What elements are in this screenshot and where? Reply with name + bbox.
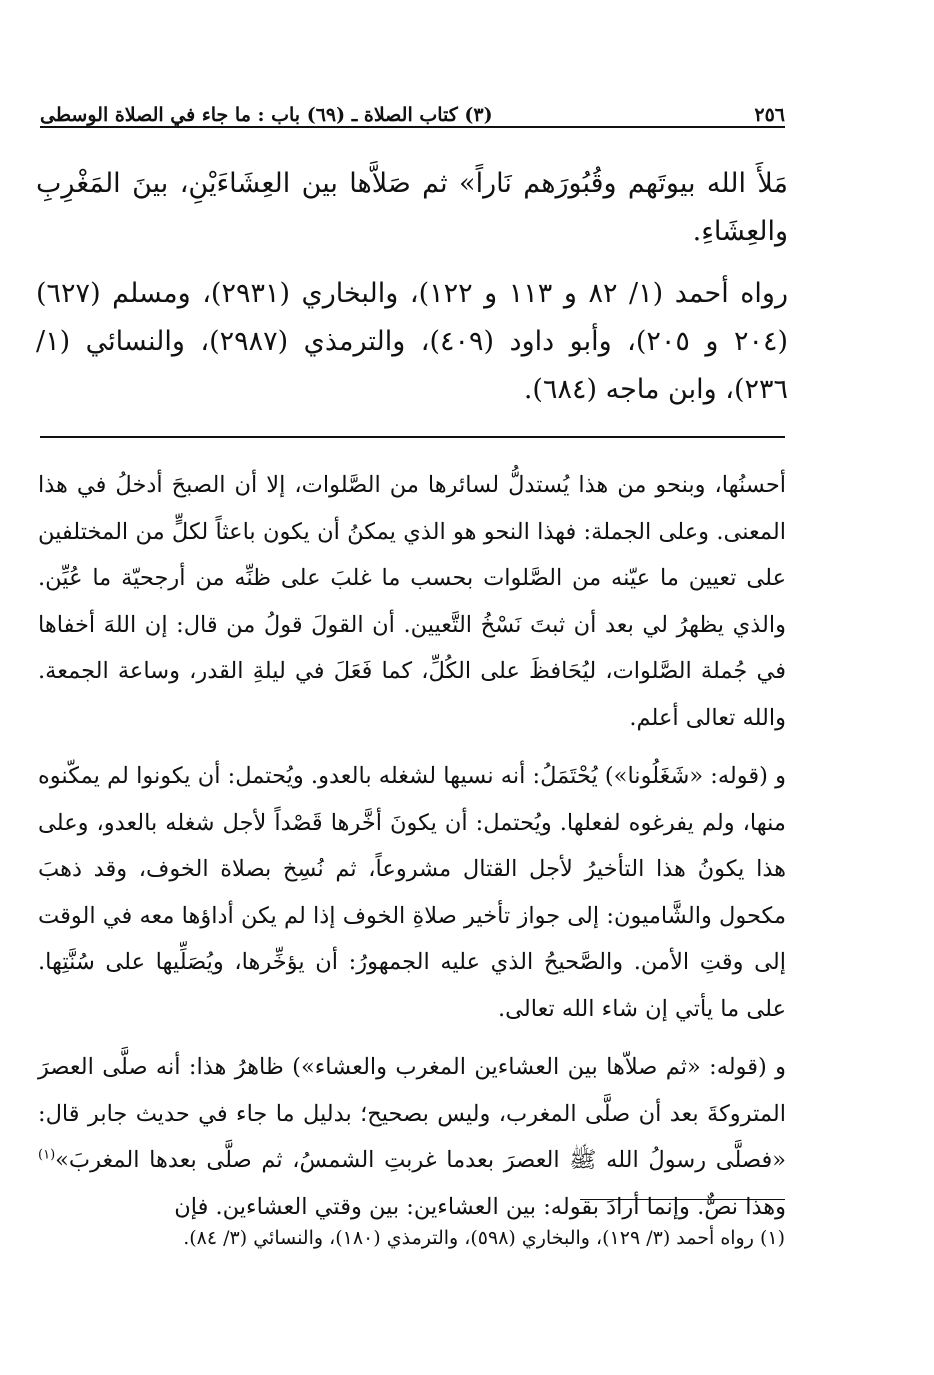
footnote-rule xyxy=(580,1199,785,1200)
paragraph-3-text: و (قوله: «ثم صلاّها بين العشاءين المغرب والعشاء») ظاهرُ هذا: أنه صلَّى العصرَ المتروكةَ بعد أن صلَّى المغرب، وليس بصحيح؛ بدليل ما جاء في حديث جابر قال: «فصلَّى رسولُ الله ﷺ العصرَ بعدما غربتِ الشمسُ، ثم صلَّى بعدها المغربَ» xyxy=(38,1054,786,1173)
commentary xyxy=(38,462,786,1230)
footnote-1: (١) رواه أحمد (٣/ ١٢٩)، والبخاري (٥٩٨)، والترمذي (١٨٠)، والنسائي (٣/ ٨٤). xyxy=(183,1227,785,1249)
paragraph-3-text-continued: وهذا نصٌّ. وإنما أرادَ بقوله: بين العشاءين: بين وقتي العشاءين. فإن xyxy=(174,1193,786,1220)
footnotes xyxy=(40,1222,785,1254)
commentary-paragraph-3 xyxy=(38,1044,786,1230)
running-title: (٣) كتاب الصلاة ـ (٦٩) باب : ما جاء في الصلاة الوسطى xyxy=(40,104,493,126)
hadith-text: مَلأَ الله بيوتَهم وقُبُورَهم نَاراً» ثم صَلاَّها بين العِشَاءَيْنِ، بينَ المَغْرِبِ والعِشَاءِ. xyxy=(36,168,788,247)
header-rule xyxy=(40,126,785,128)
hadith-source: رواه أحمد (١/ ٨٢ و ١١٣ و ١٢٢)، والبخاري (٢٩٣١)، ومسلم (٦٢٧) (٢٠٤ و ٢٠٥)، وأبو داود (٤٠٩)، والترمذي (٢٩٨٧)، والنسائي (١/ ٢٣٦)، وابن ماجه (٦٨٤). xyxy=(36,278,788,405)
commentary-paragraph-2: و (قوله: «شَغَلُونا») يُحْتَمَلُ: أنه نسيها لشغله بالعدو. ويُحتمل: أن يكونوا لم يمكّنوه منها، ولم يفرغوه لفعلها. ويُحتمل: أن يكونَ أخَّرها قَصْداً لأجل شغله بالعدو، وعلى هذا يكونُ هذا التأخيرُ لأجل القتال مشروعاً، ثم نُسِخ بصلاة الخوف، وقد ذهبَ مكحول والشَّاميون: إلى جواز تأخير صلاةِ الخوف إذا لم يكن أداؤها معه في الوقت إلى وقتِ الأمن. والصَّحيحُ الذي عليه الجمهورُ: أن يؤخِّرها، ويُصَلِّيها على سُنَّتِها. على ما يأتي إن شاء الله تعالى. xyxy=(38,763,786,1022)
section-divider xyxy=(40,436,785,438)
footnote-reference[interactable]: (١) xyxy=(38,1147,56,1163)
running-header xyxy=(40,92,785,126)
commentary-paragraph-1: أحسنُها، وبنحو من هذا يُستدلُّ لسائرها من الصَّلوات، إلا أن الصبحَ أدخلُ في هذا المعنى. وعلى الجملة: فهذا النحو هو الذي يمكنُ أن يكون باعثاً لكلٍّ من المختلفين على تعيين ما عيّنه من الصَّلوات بحسب ما غلبَ على ظنِّه من أرجحيّة ما عُيِّن. والذي يظهرُ لي بعد أن ثبتَ نَسْخُ التَّعيين. أن القولَ قولُ من قال: إن اللهَ أخفاها في جُملة الصَّلوات، ليُحَافظَ على الكُلِّ، كما فَعَلَ في ليلةِ القدر، وساعة الجمعة. والله تعالى أعلم. xyxy=(38,472,786,731)
page-number: ٢٥٦ xyxy=(754,104,785,126)
hadith-block xyxy=(36,160,788,414)
